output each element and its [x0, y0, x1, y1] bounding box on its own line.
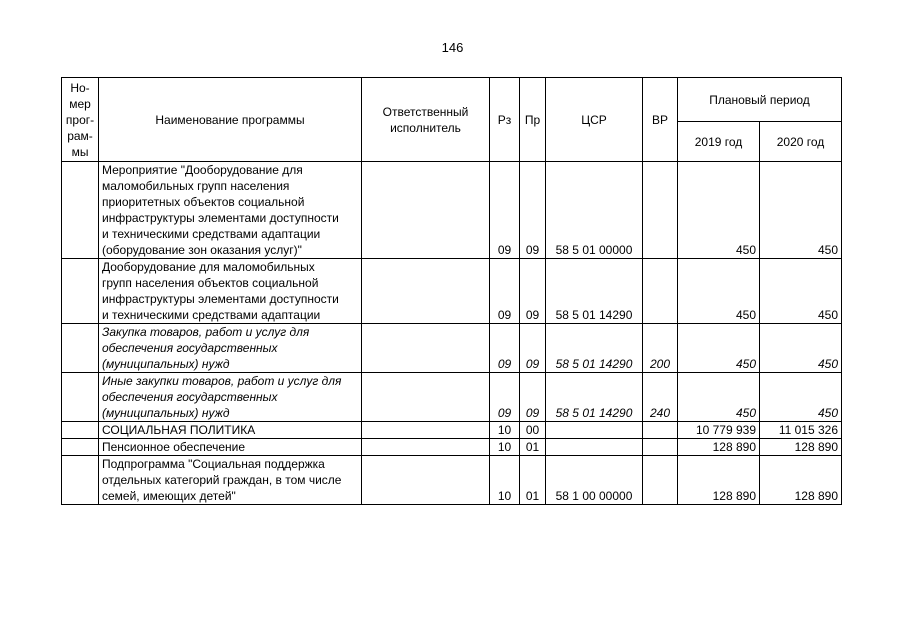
csr-cell: 58 1 00 00000	[546, 456, 643, 505]
vr-cell	[643, 422, 678, 439]
amount-2020: 128 890	[760, 439, 842, 456]
amount-2019: 450	[678, 162, 760, 259]
pr-cell: 09	[520, 259, 546, 324]
csr-cell	[546, 439, 643, 456]
pr-cell: 09	[520, 324, 546, 373]
header-program-name: Наименование программы	[99, 78, 362, 162]
rz-cell: 10	[490, 422, 520, 439]
rz-cell: 09	[490, 259, 520, 324]
table-row	[62, 422, 842, 439]
vr-cell	[643, 259, 678, 324]
amount-2019: 450	[678, 324, 760, 373]
header-pr: Пр	[520, 78, 546, 162]
vr-cell	[643, 439, 678, 456]
header-rz: Рз	[490, 78, 520, 162]
csr-cell: 58 5 01 00000	[546, 162, 643, 259]
rz-cell: 10	[490, 456, 520, 505]
amount-2020: 128 890	[760, 456, 842, 505]
program-name: Пенсионное обеспечение	[99, 439, 362, 456]
rz-cell: 09	[490, 324, 520, 373]
budget-table	[61, 77, 842, 505]
table-row	[62, 373, 842, 422]
pr-cell: 09	[520, 373, 546, 422]
vr-cell	[643, 456, 678, 505]
header-executor: Ответственный исполнитель	[362, 78, 490, 162]
table-row	[62, 259, 842, 324]
header-vr: ВР	[643, 78, 678, 162]
amount-2020: 11 015 326	[760, 422, 842, 439]
amount-2020: 450	[760, 162, 842, 259]
csr-cell: 58 5 01 14290	[546, 259, 643, 324]
amount-2019: 450	[678, 259, 760, 324]
header-csr: ЦСР	[546, 78, 643, 162]
pr-cell: 01	[520, 456, 546, 505]
amount-2019: 128 890	[678, 456, 760, 505]
csr-cell: 58 5 01 14290	[546, 324, 643, 373]
pr-cell: 01	[520, 439, 546, 456]
amount-2019: 10 779 939	[678, 422, 760, 439]
rz-cell: 09	[490, 162, 520, 259]
header-2019: 2019 год	[678, 122, 760, 162]
vr-cell: 200	[643, 324, 678, 373]
table-row	[62, 162, 842, 259]
pr-cell: 00	[520, 422, 546, 439]
vr-cell	[643, 162, 678, 259]
page-number: 146	[441, 40, 464, 55]
header-2020: 2020 год	[760, 122, 842, 162]
table-row	[62, 456, 842, 505]
amount-2019: 128 890	[678, 439, 760, 456]
csr-cell: 58 5 01 14290	[546, 373, 643, 422]
rz-cell: 10	[490, 439, 520, 456]
program-name: СОЦИАЛЬНАЯ ПОЛИТИКА	[99, 422, 362, 439]
program-name: Закупка товаров, работ и услуг для обеспечения государственных (муниципальных) нужд	[99, 324, 362, 373]
vr-cell: 240	[643, 373, 678, 422]
amount-2020: 450	[760, 259, 842, 324]
csr-cell	[546, 422, 643, 439]
pr-cell: 09	[520, 162, 546, 259]
table-row	[62, 324, 842, 373]
amount-2020: 450	[760, 373, 842, 422]
program-name: Мероприятие "Дооборудование для маломобильных групп населения приоритетных объектов социальной инфраструктуры элементами доступности и техническими средствами адаптации (оборудование зон оказания услуг)"	[99, 162, 362, 259]
program-name: Дооборудование для маломобильных групп населения объектов социальной инфраструктуры элементами доступности и техническими средствами адаптации	[99, 259, 362, 324]
program-name: Иные закупки товаров, работ и услуг для обеспечения государственных (муниципальных) нужд	[99, 373, 362, 422]
header-program-number: Но- мер прог- рам- мы	[62, 78, 99, 162]
amount-2019: 450	[678, 373, 760, 422]
rz-cell: 09	[490, 373, 520, 422]
amount-2020: 450	[760, 324, 842, 373]
table-row	[62, 439, 842, 456]
program-name: Подпрограмма "Социальная поддержка отдельных категорий граждан, в том числе семей, имеющих детей"	[99, 456, 362, 505]
header-plan-period: Плановый период	[678, 78, 842, 122]
